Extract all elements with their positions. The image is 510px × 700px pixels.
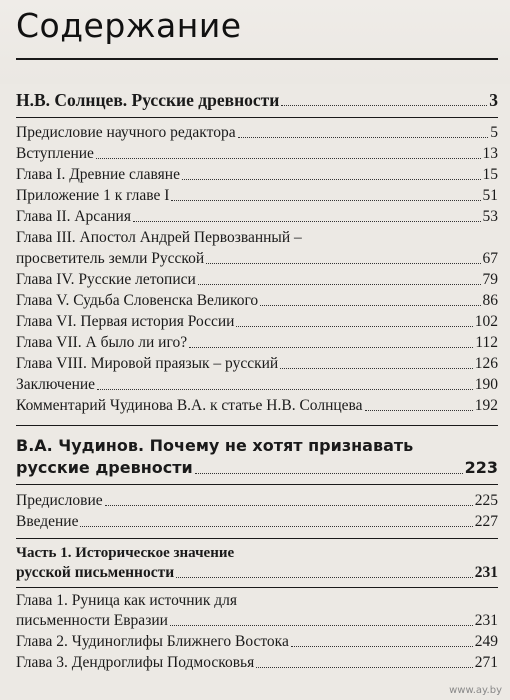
entry-page: 13 bbox=[482, 145, 498, 162]
toc-entry bbox=[16, 397, 498, 415]
section2-header-line1: В.А. Чудинов. Почему не хотят признавать bbox=[16, 436, 414, 455]
entry-title: Глава II. Арсания bbox=[16, 208, 131, 225]
section2-rule bbox=[16, 484, 498, 485]
toc-entry bbox=[16, 513, 498, 531]
toc-entry bbox=[16, 271, 498, 289]
dot-leader bbox=[80, 525, 472, 527]
entry-page: 231 bbox=[474, 612, 498, 629]
entry-title: Глава 3. Дендроглифы Подмосковья bbox=[16, 654, 255, 671]
dot-leader bbox=[133, 220, 481, 222]
entry-page: 79 bbox=[482, 271, 498, 288]
toc-entry bbox=[16, 166, 498, 184]
section-divider bbox=[16, 425, 498, 426]
dot-leader bbox=[236, 325, 472, 327]
entry-title: Вступление bbox=[16, 145, 94, 162]
entry-page: 225 bbox=[474, 492, 498, 509]
dot-leader bbox=[260, 304, 480, 306]
entry-page: 227 bbox=[474, 513, 498, 530]
entry-title: Глава V. Судьба Словенска Великого bbox=[16, 292, 259, 309]
dot-leader bbox=[281, 104, 487, 106]
dot-leader bbox=[280, 367, 473, 369]
entry-page: 112 bbox=[475, 334, 498, 351]
dot-leader bbox=[189, 346, 473, 348]
dot-leader bbox=[195, 472, 463, 474]
entry-title-line2: просветитель земли Русской bbox=[16, 250, 205, 267]
toc-entry bbox=[16, 334, 498, 352]
entry-page: 51 bbox=[482, 187, 498, 204]
toc-entry bbox=[16, 208, 498, 226]
title-rule bbox=[16, 58, 498, 60]
entry-page: 192 bbox=[474, 397, 498, 414]
part1-page: 231 bbox=[474, 564, 498, 581]
entry-title: Комментарий Чудинова В.А. к статье Н.В. Солнцева bbox=[16, 397, 363, 414]
entry-title: Глава I. Древние славяне bbox=[16, 166, 180, 183]
toc-entry bbox=[16, 612, 498, 630]
part1-title-line1: Часть 1. Историческое значение bbox=[16, 545, 235, 561]
toc-entry bbox=[16, 292, 498, 310]
entry-title: Предисловие bbox=[16, 492, 103, 509]
toc-entry bbox=[16, 313, 498, 331]
part1-title-line2: русской письменности bbox=[16, 564, 175, 581]
toc-entry bbox=[16, 633, 498, 651]
toc-entry bbox=[16, 355, 498, 373]
entry-title: Глава 2. Чудиноглифы Ближнего Востока bbox=[16, 633, 289, 650]
dot-leader bbox=[105, 504, 473, 506]
toc-entry bbox=[16, 492, 498, 510]
toc-entry bbox=[16, 654, 498, 672]
dot-leader bbox=[291, 645, 473, 647]
entry-title: Заключение bbox=[16, 376, 96, 393]
section1-header-page: 3 bbox=[489, 90, 498, 110]
entry-page: 15 bbox=[482, 166, 498, 183]
chapter1-title-line1: Глава 1. Руница как источник для bbox=[16, 592, 238, 609]
section2-header bbox=[16, 458, 498, 478]
dot-leader bbox=[238, 136, 489, 138]
part1-rule-bottom bbox=[16, 587, 498, 588]
dot-leader bbox=[198, 283, 481, 285]
dot-leader bbox=[97, 388, 473, 390]
part1-header bbox=[16, 564, 498, 582]
toc-entry bbox=[16, 376, 498, 394]
dot-leader bbox=[182, 178, 481, 180]
toc-entry bbox=[16, 124, 498, 142]
part1-rule-top bbox=[16, 538, 498, 539]
toc-entry bbox=[16, 250, 498, 268]
chapter1-title-line2: письменности Евразии bbox=[16, 612, 168, 629]
entry-title-line1: Глава III. Апостол Андрей Первозванный – bbox=[16, 229, 302, 246]
entry-page: 102 bbox=[474, 313, 498, 330]
dot-leader bbox=[170, 624, 473, 626]
dot-leader bbox=[96, 157, 481, 159]
entry-title: Глава IV. Русские летописи bbox=[16, 271, 196, 288]
entry-page: 126 bbox=[474, 355, 498, 372]
entry-title: Предисловие научного редактора bbox=[16, 124, 236, 141]
entry-page: 271 bbox=[474, 654, 498, 671]
section2-header-page: 223 bbox=[464, 458, 498, 477]
toc-entry bbox=[16, 145, 498, 163]
entry-page: 86 bbox=[482, 292, 498, 309]
toc-entry bbox=[16, 187, 498, 205]
page-title: Содержание bbox=[16, 6, 242, 45]
entry-title: Глава VI. Первая история России bbox=[16, 313, 235, 330]
entry-title: Глава VIII. Мировой праязык – русский bbox=[16, 355, 279, 372]
dot-leader bbox=[365, 409, 473, 411]
entry-page: 190 bbox=[474, 376, 498, 393]
section1-rule bbox=[16, 117, 498, 118]
section1-header bbox=[16, 90, 498, 110]
dot-leader bbox=[256, 666, 472, 668]
entry-page: 5 bbox=[490, 124, 498, 141]
section2-header-line2: русские древности bbox=[16, 458, 193, 477]
entry-title: Глава VII. А было ли иго? bbox=[16, 334, 188, 351]
dot-leader bbox=[176, 576, 473, 578]
dot-leader bbox=[206, 262, 480, 264]
entry-title: Приложение 1 к главе I bbox=[16, 187, 170, 204]
entry-title: Введение bbox=[16, 513, 79, 530]
entry-page: 67 bbox=[482, 250, 498, 267]
watermark: www.ay.by bbox=[449, 685, 502, 696]
entry-page: 53 bbox=[482, 208, 498, 225]
section1-header-title: Н.В. Солнцев. Русские древности bbox=[16, 90, 280, 110]
entry-page: 249 bbox=[474, 633, 498, 650]
dot-leader bbox=[171, 199, 480, 201]
